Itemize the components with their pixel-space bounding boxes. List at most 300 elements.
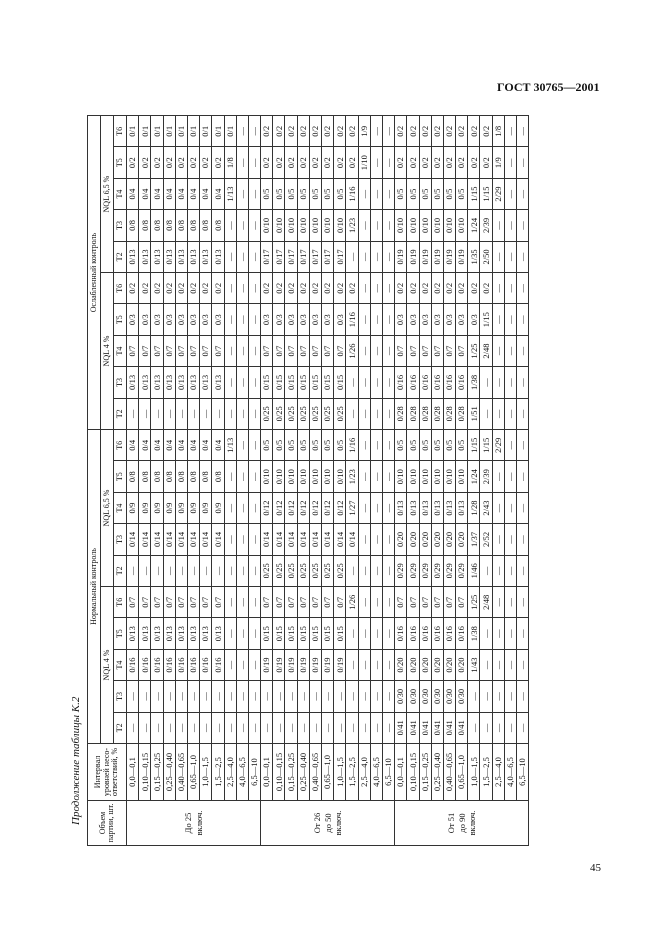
acceptance-cell: 0/8 [127, 461, 139, 492]
acceptance-cell: — [297, 681, 309, 712]
acceptance-cell: 0/25 [309, 398, 321, 429]
acceptance-cell: 0/2 [334, 273, 346, 304]
acceptance-cell: — [504, 304, 516, 335]
acceptance-cell: 0/13 [212, 618, 224, 649]
acceptance-cell: 0/14 [163, 524, 175, 555]
acceptance-cell: — [187, 681, 199, 712]
acceptance-cell: — [370, 116, 382, 147]
acceptance-cell: 1/27 [346, 492, 358, 523]
acceptance-cell: 0/2 [431, 147, 443, 178]
acceptance-cell: — [504, 367, 516, 398]
acceptance-cell: 0/7 [431, 335, 443, 366]
interval-cell: 6,5—10 [248, 744, 260, 801]
acceptance-cell: — [517, 587, 529, 618]
acceptance-cell: 0/3 [163, 304, 175, 335]
acceptance-cell: 0/5 [419, 430, 431, 461]
acceptance-cell: 1/35 [468, 241, 480, 272]
acceptance-cell: — [139, 555, 151, 586]
interval-cell: 6,5—10 [382, 744, 394, 801]
table-row [395, 116, 407, 846]
acceptance-cell: — [492, 587, 504, 618]
acceptance-cell: 0/1 [187, 116, 199, 147]
acceptance-cell: 0/10 [443, 210, 455, 241]
acceptance-cell: — [370, 524, 382, 555]
acceptance-cell: 0/41 [419, 712, 431, 743]
acceptance-cell: 0/20 [419, 649, 431, 680]
acceptance-cell: 0/7 [431, 587, 443, 618]
acceptance-cell: 0/7 [334, 587, 346, 618]
acceptance-cell: 0/10 [407, 210, 419, 241]
acceptance-cell: — [382, 335, 394, 366]
acceptance-cell: — [517, 618, 529, 649]
acceptance-cell: 0/5 [285, 430, 297, 461]
acceptance-cell: 0/1 [127, 116, 139, 147]
acceptance-cell: 0/10 [334, 210, 346, 241]
interval-cell: 0,0—0,1 [261, 744, 273, 801]
table-row [443, 116, 455, 846]
acceptance-cell: 0/3 [200, 304, 212, 335]
acceptance-cell: 0/7 [297, 587, 309, 618]
acceptance-cell: 0/4 [200, 178, 212, 209]
acceptance-cell: 1/10 [358, 147, 370, 178]
acceptance-cell: — [261, 712, 273, 743]
acceptance-cell: 0/7 [322, 587, 334, 618]
acceptance-cell: — [517, 273, 529, 304]
acceptance-cell: — [236, 587, 248, 618]
acceptance-cell: 0/3 [151, 304, 163, 335]
acceptance-cell: — [175, 555, 187, 586]
acceptance-cell: 0/17 [322, 241, 334, 272]
acceptance-cell: — [358, 681, 370, 712]
acceptance-cell: 0/13 [200, 618, 212, 649]
acceptance-cell: — [504, 649, 516, 680]
lot-size-line: до 90 [456, 813, 467, 833]
acceptance-cell: 0/4 [212, 178, 224, 209]
acceptance-cell: — [492, 681, 504, 712]
acceptance-cell: 0/2 [322, 116, 334, 147]
acceptance-cell: — [224, 210, 236, 241]
acceptance-cell: 0/10 [431, 210, 443, 241]
acceptance-cell: 0/2 [480, 147, 492, 178]
acceptance-cell: — [517, 430, 529, 461]
lot-size-line: включ. [466, 810, 477, 836]
acceptance-cell: — [504, 681, 516, 712]
acceptance-cell: 0/8 [212, 461, 224, 492]
interval-cell: 0,40—0,65 [309, 744, 321, 801]
acceptance-cell: 0/20 [395, 524, 407, 555]
acceptance-cell: 1/9 [358, 116, 370, 147]
acceptance-cell: 0/20 [443, 524, 455, 555]
acceptance-cell: 2/43 [480, 492, 492, 523]
acceptance-cell: — [517, 555, 529, 586]
acceptance-cell: 0/3 [395, 304, 407, 335]
acceptance-cell: 0/25 [273, 398, 285, 429]
lot-size-header: Объем партии, шт. [88, 801, 127, 846]
acceptance-cell: 0/16 [395, 618, 407, 649]
acceptance-cell: 0/20 [407, 649, 419, 680]
acceptance-cell: 0/8 [151, 461, 163, 492]
acceptance-cell: 0/7 [175, 587, 187, 618]
acceptance-cell: 0/5 [443, 178, 455, 209]
acceptance-cell: 0/5 [431, 178, 443, 209]
acceptance-cell: — [248, 147, 260, 178]
acceptance-cell: — [273, 712, 285, 743]
lot-size-line: От 51 [446, 812, 457, 834]
acceptance-cell: 0/25 [322, 555, 334, 586]
acceptance-cell: 0/10 [407, 461, 419, 492]
acceptance-cell: — [236, 649, 248, 680]
acceptance-cell: — [370, 649, 382, 680]
acceptance-cell: — [382, 618, 394, 649]
acceptance-cell: — [370, 398, 382, 429]
acceptance-cell: 0/7 [163, 335, 175, 366]
acceptance-cell: 0/20 [456, 524, 468, 555]
acceptance-cell: 0/4 [187, 178, 199, 209]
acceptance-cell: — [212, 398, 224, 429]
acceptance-cell: 0/2 [322, 273, 334, 304]
table-row [236, 116, 248, 846]
acceptance-cell: 0/7 [151, 587, 163, 618]
acceptance-cell: 0/7 [419, 335, 431, 366]
table-row [407, 116, 419, 846]
acceptance-cell: 0/10 [273, 461, 285, 492]
acceptance-cell: 0/19 [285, 649, 297, 680]
plan-header: Т6 [114, 273, 127, 304]
acceptance-cell: 0/5 [334, 430, 346, 461]
acceptance-cell: — [480, 398, 492, 429]
acceptance-cell: 2/50 [480, 241, 492, 272]
acceptance-cell: 0/20 [407, 524, 419, 555]
acceptance-cell: — [468, 712, 480, 743]
acceptance-cell: 1/15 [480, 304, 492, 335]
acceptance-cell: 0/19 [309, 649, 321, 680]
acceptance-cell: — [200, 712, 212, 743]
acceptance-cell: 0/16 [419, 367, 431, 398]
acceptance-cell: 0/3 [309, 304, 321, 335]
acceptance-cell: 0/2 [431, 116, 443, 147]
acceptance-cell: 0/25 [273, 555, 285, 586]
acceptance-cell: — [382, 178, 394, 209]
acceptance-cell: 0/10 [456, 210, 468, 241]
acceptance-cell: — [382, 587, 394, 618]
acceptance-cell: 0/13 [200, 367, 212, 398]
acceptance-cell: 0/29 [456, 555, 468, 586]
acceptance-cell: 0/7 [309, 587, 321, 618]
table-row [224, 116, 236, 846]
table-row [163, 116, 175, 846]
acceptance-cell: 0/15 [309, 618, 321, 649]
acceptance-cell: 0/2 [407, 147, 419, 178]
plan-header: Т4 [114, 178, 127, 209]
acceptance-cell: — [236, 147, 248, 178]
acceptance-cell: 0/20 [395, 649, 407, 680]
acceptance-cell: 1/26 [346, 587, 358, 618]
acceptance-cell: 0/12 [285, 492, 297, 523]
acceptance-cell: 0/2 [407, 273, 419, 304]
acceptance-cell: 0/25 [334, 398, 346, 429]
acceptance-cell: — [370, 210, 382, 241]
acceptance-cell: — [200, 398, 212, 429]
acceptance-cell: 0/2 [443, 116, 455, 147]
acceptance-cell: — [504, 430, 516, 461]
acceptance-cell: 0/10 [334, 461, 346, 492]
acceptance-cell: — [151, 398, 163, 429]
acceptance-cell: — [273, 681, 285, 712]
lot-size-line: До 25 [183, 812, 194, 834]
acceptance-cell: 0/13 [139, 241, 151, 272]
acceptance-cell: 2/29 [492, 178, 504, 209]
acceptance-cell: — [382, 210, 394, 241]
acceptance-cell: — [248, 116, 260, 147]
acceptance-cell: — [370, 147, 382, 178]
acceptance-cell: — [248, 618, 260, 649]
acceptance-cell: 0/7 [407, 587, 419, 618]
acceptance-cell: — [224, 367, 236, 398]
acceptance-cell: 0/2 [395, 147, 407, 178]
acceptance-cell: — [517, 304, 529, 335]
lot-size-cell [261, 801, 395, 846]
interval-cell: 0,25—0,40 [163, 744, 175, 801]
acceptance-cell: 0/1 [224, 116, 236, 147]
acceptance-cell: — [358, 210, 370, 241]
acceptance-cell: 0/7 [407, 335, 419, 366]
acceptance-cell: 0/7 [200, 335, 212, 366]
acceptance-cell: — [224, 524, 236, 555]
acceptance-cell: — [236, 241, 248, 272]
acceptance-cell: 0/2 [273, 116, 285, 147]
acceptance-cell: 1/13 [224, 430, 236, 461]
acceptance-cell: 1/46 [468, 555, 480, 586]
acceptance-cell: — [200, 555, 212, 586]
acceptance-cell: — [248, 461, 260, 492]
acceptance-cell: — [261, 681, 273, 712]
acceptance-cell: 0/10 [395, 210, 407, 241]
acceptance-cell: 0/4 [163, 430, 175, 461]
acceptance-cell: 0/15 [322, 367, 334, 398]
acceptance-cell: 0/5 [297, 430, 309, 461]
interval-cell: 4,0—6,5 [504, 744, 516, 801]
table-row [346, 116, 358, 846]
table-row [273, 116, 285, 846]
acceptance-cell: 0/3 [273, 304, 285, 335]
acceptance-cell: 0/2 [127, 273, 139, 304]
table-row [200, 116, 212, 846]
acceptance-cell: 0/13 [139, 367, 151, 398]
acceptance-cell: 1/25 [468, 587, 480, 618]
acceptance-cell: — [504, 147, 516, 178]
interval-cell: 0,25—0,40 [431, 744, 443, 801]
acceptance-cell: 0/29 [443, 555, 455, 586]
acceptance-cell: 0/14 [297, 524, 309, 555]
acceptance-cell: 0/28 [431, 398, 443, 429]
acceptance-cell: — [382, 241, 394, 272]
acceptance-cell: 0/19 [334, 649, 346, 680]
acceptance-cell: 0/7 [419, 587, 431, 618]
acceptance-cell: — [224, 335, 236, 366]
acceptance-cell: 1/15 [480, 430, 492, 461]
acceptance-cell: — [370, 178, 382, 209]
table-row [419, 116, 431, 846]
acceptance-cell: 0/15 [334, 618, 346, 649]
acceptance-cell: 0/2 [407, 116, 419, 147]
acceptance-cell: 2/48 [480, 587, 492, 618]
acceptance-cell: 0/2 [309, 273, 321, 304]
acceptance-cell: — [492, 241, 504, 272]
acceptance-cell: — [504, 178, 516, 209]
acceptance-cell: 0/2 [273, 273, 285, 304]
acceptance-cell: — [382, 524, 394, 555]
acceptance-cell: — [127, 555, 139, 586]
plan-header: Т2 [114, 555, 127, 586]
table-container [87, 116, 577, 846]
acceptance-cell: 0/29 [419, 555, 431, 586]
acceptance-cell: 0/13 [151, 618, 163, 649]
acceptance-cell: — [517, 241, 529, 272]
acceptance-cell: 0/25 [261, 398, 273, 429]
acceptance-cell: — [236, 555, 248, 586]
acceptance-cell: 0/10 [419, 210, 431, 241]
acceptance-cell: 0/20 [431, 524, 443, 555]
acceptance-cell: 0/25 [322, 398, 334, 429]
plan-header: Т6 [114, 587, 127, 618]
acceptance-cell: 0/4 [127, 178, 139, 209]
plan-header: Т2 [114, 241, 127, 272]
acceptance-cell: 0/2 [175, 147, 187, 178]
acceptance-cell: 0/3 [431, 304, 443, 335]
acceptance-cell: — [480, 649, 492, 680]
acceptance-cell: — [382, 367, 394, 398]
acceptance-cell: 0/29 [395, 555, 407, 586]
acceptance-cell: 0/14 [175, 524, 187, 555]
acceptance-cell: 0/15 [261, 367, 273, 398]
acceptance-cell: — [492, 712, 504, 743]
acceptance-cell: — [517, 398, 529, 429]
plan-header: Т5 [114, 147, 127, 178]
acceptance-cell: — [370, 304, 382, 335]
acceptance-cell: — [504, 398, 516, 429]
plan-header: Т3 [114, 210, 127, 241]
acceptance-cell: 0/28 [456, 398, 468, 429]
acceptance-cell: — [248, 178, 260, 209]
interval-cell: 2,5—4,0 [224, 744, 236, 801]
acceptance-cell: — [346, 681, 358, 712]
acceptance-cell: 0/41 [443, 712, 455, 743]
acceptance-cell: — [382, 649, 394, 680]
acceptance-cell: 0/2 [480, 116, 492, 147]
acceptance-cell: 0/16 [163, 649, 175, 680]
acceptance-cell: 0/16 [212, 649, 224, 680]
interval-cell: 4,0—6,5 [236, 744, 248, 801]
acceptance-cell: 0/2 [212, 273, 224, 304]
acceptance-cell: 1/15 [468, 178, 480, 209]
acceptance-cell: 1/9 [492, 147, 504, 178]
acceptance-cell: — [175, 712, 187, 743]
acceptance-cell: — [358, 335, 370, 366]
acceptance-cell: 0/3 [407, 304, 419, 335]
acceptance-cell: 0/5 [419, 178, 431, 209]
acceptance-cell: — [370, 618, 382, 649]
acceptance-cell: 0/13 [175, 367, 187, 398]
acceptance-cell: — [504, 618, 516, 649]
acceptance-cell: 0/4 [187, 430, 199, 461]
acceptance-cell: 0/7 [163, 587, 175, 618]
interval-cell: 0,10—0,15 [407, 744, 419, 801]
acceptance-cell: 0/25 [285, 398, 297, 429]
table-row [212, 116, 224, 846]
normal-control-header: Нормальный контроль [88, 430, 101, 744]
acceptance-cell: 0/1 [200, 116, 212, 147]
acceptance-cell: 0/10 [309, 210, 321, 241]
acceptance-cell: 0/2 [443, 147, 455, 178]
interval-cell: 0,25—0,40 [297, 744, 309, 801]
table-row [334, 116, 346, 846]
acceptance-cell: 0/5 [431, 430, 443, 461]
acceptance-cell: 0/2 [419, 273, 431, 304]
acceptance-cell: 0/9 [151, 492, 163, 523]
acceptance-cell: — [248, 367, 260, 398]
acceptance-cell: 0/5 [322, 178, 334, 209]
acceptance-cell: — [358, 304, 370, 335]
acceptance-cell: — [248, 712, 260, 743]
acceptance-cell: 1/28 [468, 492, 480, 523]
acceptance-cell: 1/38 [468, 618, 480, 649]
acceptance-cell: — [346, 241, 358, 272]
acceptance-cell: — [236, 618, 248, 649]
acceptance-cell: — [358, 273, 370, 304]
acceptance-cell: 0/19 [456, 241, 468, 272]
acceptance-cell: — [187, 398, 199, 429]
acceptance-cell: 0/16 [407, 367, 419, 398]
acceptance-cell: 1/51 [468, 398, 480, 429]
acceptance-cell: — [236, 681, 248, 712]
acceptance-cell: 0/10 [419, 461, 431, 492]
acceptance-cell: 0/9 [212, 492, 224, 523]
table-row [309, 116, 321, 846]
acceptance-cell: — [492, 273, 504, 304]
acceptance-cell: 0/5 [285, 178, 297, 209]
normal-nql4-header: NQL 4 % [101, 587, 114, 744]
acceptance-cell: 0/2 [261, 273, 273, 304]
acceptance-cell: 0/19 [297, 649, 309, 680]
acceptance-cell: 0/13 [163, 367, 175, 398]
acceptance-cell: — [370, 335, 382, 366]
acceptance-cell: — [358, 430, 370, 461]
acceptance-cell: 0/30 [431, 681, 443, 712]
acceptance-cell: — [358, 587, 370, 618]
interval-cell: 6,5—10 [517, 744, 529, 801]
acceptance-cell: 0/2 [285, 116, 297, 147]
acceptance-cell: 0/10 [297, 461, 309, 492]
acceptance-cell: 0/14 [273, 524, 285, 555]
interval-cell: 1,5—2,5 [480, 744, 492, 801]
acceptance-cell: — [504, 335, 516, 366]
plan-header: Т2 [114, 712, 127, 743]
acceptance-cell: 0/13 [151, 367, 163, 398]
acceptance-cell: 2/39 [480, 210, 492, 241]
acceptance-cell: 0/13 [456, 492, 468, 523]
acceptance-cell: 0/4 [139, 178, 151, 209]
interval-cell: 4,0—6,5 [370, 744, 382, 801]
acceptance-cell: 0/8 [187, 461, 199, 492]
acceptance-cell: 0/3 [139, 304, 151, 335]
plan-header: Т3 [114, 681, 127, 712]
acceptance-cell: 0/7 [187, 335, 199, 366]
acceptance-cell: 0/25 [297, 398, 309, 429]
acceptance-cell: 0/16 [456, 367, 468, 398]
acceptance-cell: 0/5 [443, 430, 455, 461]
tightened-nql4-header: NQL 4 % [101, 273, 114, 430]
acceptance-cell: 0/7 [212, 335, 224, 366]
